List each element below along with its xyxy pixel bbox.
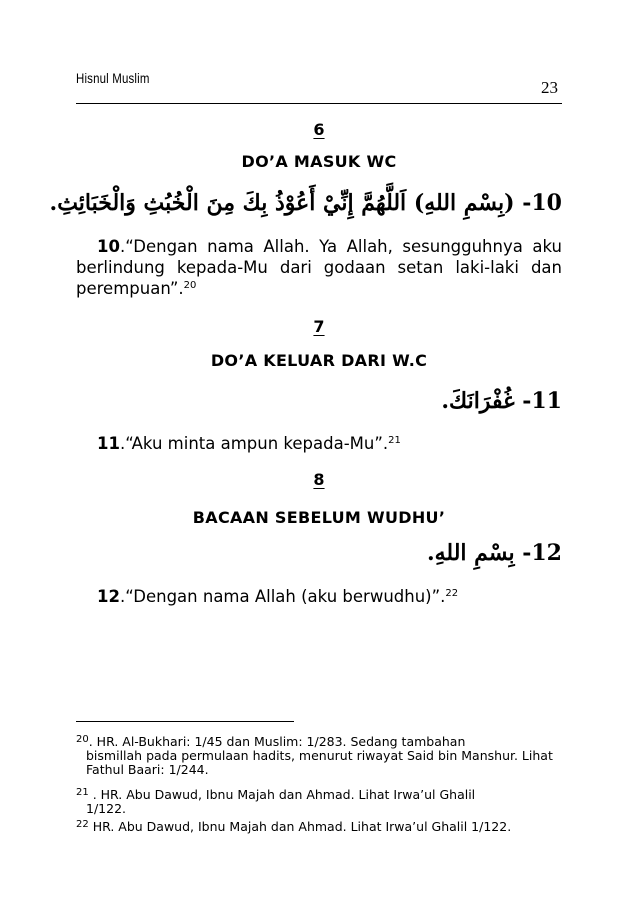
footnote [76, 786, 562, 816]
section-title: BACAAN SEBELUM WUDHU’ [192, 508, 446, 527]
footnote-ref: 20 [183, 280, 197, 291]
arabic-dua: 10- (بِسْمِ اللهِ) اَللَّهُمَّ إِنِّيْ أَعُوْذُ بِكَ مِنَ الْخُبُثِ وَالْخَبَائِثِ. [49, 190, 562, 216]
footnote-continuation: 1/122. [86, 801, 126, 816]
footnote-text: . HR. Al-Bukhari: 1/45 dan Muslim: 1/283. Sedang tambahan [88, 734, 466, 749]
footnote-mark: 22 [76, 819, 89, 830]
translation-number: 11 [97, 434, 120, 453]
arabic-dua: 12- بِسْمِ اللهِ. [426, 540, 562, 566]
translation-text: .“Dengan nama Allah. Ya Allah, sesungguhnya aku berlindung kepada-Mu dari godaan setan laki-laki dan perempuan”. [76, 237, 562, 298]
footnote [76, 733, 562, 777]
footnote-text: . HR. Abu Dawud, Ibnu Majah dan Ahmad. Lihat Irwa’ul Ghalil [88, 787, 476, 802]
page-number: 23 [541, 78, 558, 97]
footnote [76, 818, 562, 834]
book-title: Hisnul Muslim [76, 70, 150, 86]
translation-paragraph [76, 433, 562, 454]
translation-number: 12 [97, 587, 120, 606]
footnote-text: HR. Abu Dawud, Ibnu Majah dan Ahmad. Lihat Irwa’ul Ghalil 1/122. [88, 819, 512, 834]
header-rule [76, 103, 562, 104]
footnote-ref: 21 [388, 435, 401, 446]
footnote-continuation: bismillah pada permulaan hadits, menurut riwayat Said bin Manshur. Lihat Fathul Baari: 1/244. [86, 748, 553, 777]
section-number: 7 [313, 317, 325, 336]
section-number: 6 [313, 120, 325, 139]
footnote-mark: 20 [76, 734, 89, 745]
arabic-dua: 11- غُفْرَانَكَ. [441, 388, 562, 414]
translation-text: .“Aku minta ampun kepada-Mu”. [119, 434, 389, 453]
translation-text: .“Dengan nama Allah (aku berwudhu)”. [119, 587, 446, 606]
footnote-mark: 21 [76, 787, 89, 798]
translation-paragraph [76, 236, 562, 299]
translation-number: 10 [97, 237, 120, 256]
section-title: DO’A KELUAR DARI W.C [210, 351, 428, 370]
section-number: 8 [313, 470, 325, 489]
section-title: DO’A MASUK WC [241, 152, 397, 171]
footnote-ref: 22 [445, 588, 459, 599]
translation-paragraph [76, 586, 562, 607]
footnote-rule [76, 721, 294, 722]
